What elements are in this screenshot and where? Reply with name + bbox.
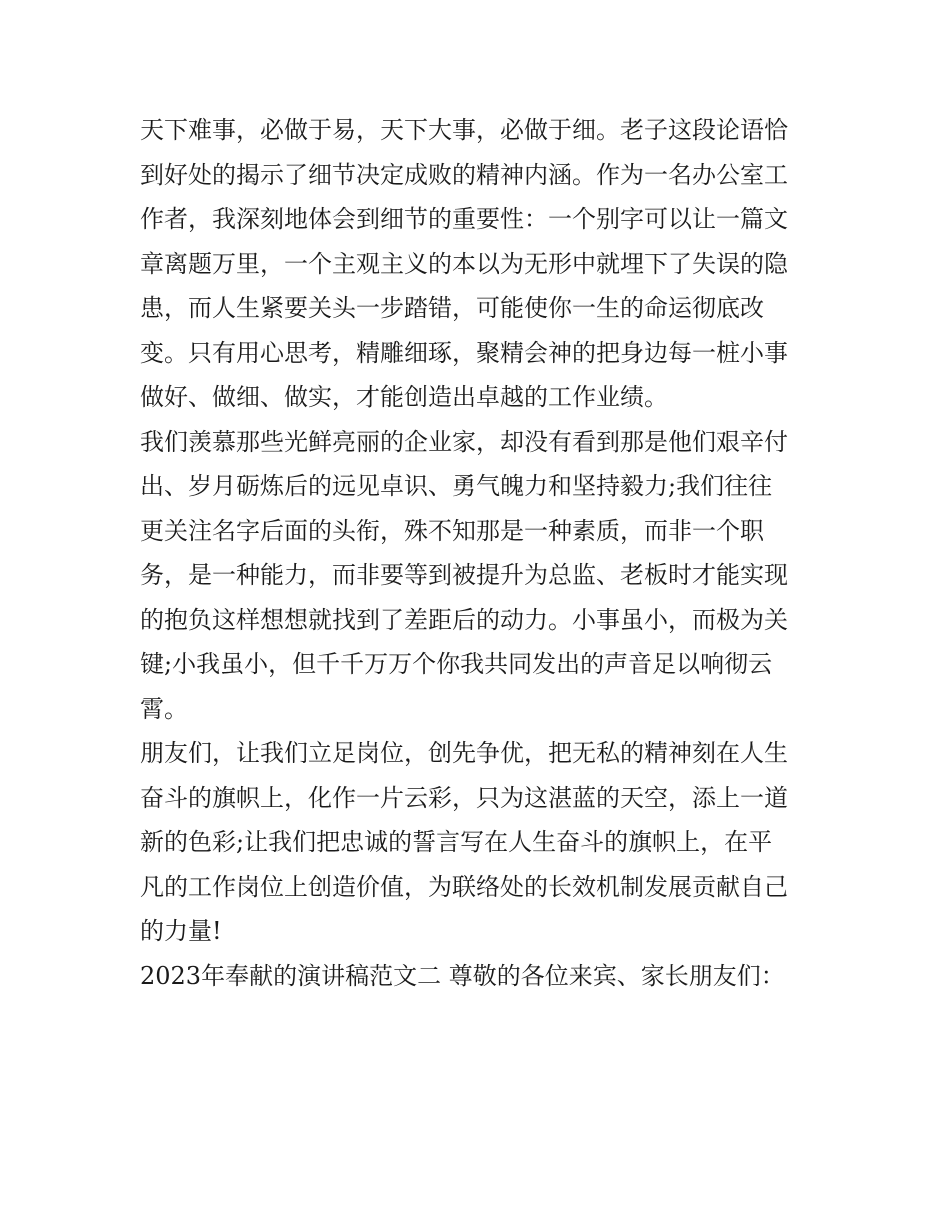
document-body — [140, 108, 820, 998]
paragraph-3 — [140, 731, 820, 954]
text-line: 出、岁月砺炼后的远见卓识、勇气魄力和坚持毅力;我们往往 — [140, 472, 773, 500]
text-line: 我们羡慕那些光鲜亮丽的企业家，却没有看到那是他们艰辛付 — [140, 427, 788, 456]
text-line: 天下难事，必做于易，天下大事，必做于细。老子这段论语恰 — [140, 116, 788, 144]
paragraph-4-heading — [140, 954, 820, 999]
text-line: 凡的工作岗位上创造价值，为联络处的长效机制发展贡献自己 — [140, 872, 788, 901]
text-line: 作者，我深刻地体会到细节的重要性：一个别字可以让一篇文 — [140, 205, 788, 233]
text-line: 章离题万里，一个主观主义的本以为无形中就埋下了失误的隐 — [140, 249, 788, 278]
text-line: 朋友们，让我们立足岗位，创先争优，把无私的精神刻在人生 — [140, 739, 788, 767]
text-line: 的力量! — [140, 917, 222, 945]
text-line: 更关注名字后面的头衔，殊不知那是一种素质，而非一个职 — [140, 516, 764, 545]
paragraph-2 — [140, 420, 820, 732]
text-line: 奋斗的旗帜上，化作一片云彩，只为这湛蓝的天空，添上一道 — [140, 783, 788, 812]
text-line: 务，是一种能力，而非要等到被提升为总监、老板时才能实现 — [140, 561, 788, 589]
text-line: 变。只有用心思考，精雕细琢，聚精会神的把身边每一桩小事 — [140, 338, 788, 367]
text-line: 2023年奉献的演讲稿范文二 尊敬的各位来宾、家长朋友们： — [140, 961, 785, 990]
text-line: 做好、做细、做实，才能创造出卓越的工作业绩。 — [140, 383, 668, 411]
text-line: 的抱负这样想想就找到了差距后的动力。小事虽小，而极为关 — [140, 605, 788, 634]
text-line: 新的色彩;让我们把忠诚的誓言写在人生奋斗的旗帜上，在平 — [140, 828, 773, 856]
text-line: 键;小我虽小，但千千万万个你我共同发出的声音足以响彻云 — [140, 650, 773, 678]
paragraph-1 — [140, 108, 820, 420]
text-line: 霄。 — [140, 694, 188, 723]
text-line: 患，而人生紧要关头一步踏错，可能使你一生的命运彻底改 — [140, 294, 764, 322]
text-line: 到好处的揭示了细节决定成败的精神内涵。作为一名办公室工 — [140, 160, 788, 189]
